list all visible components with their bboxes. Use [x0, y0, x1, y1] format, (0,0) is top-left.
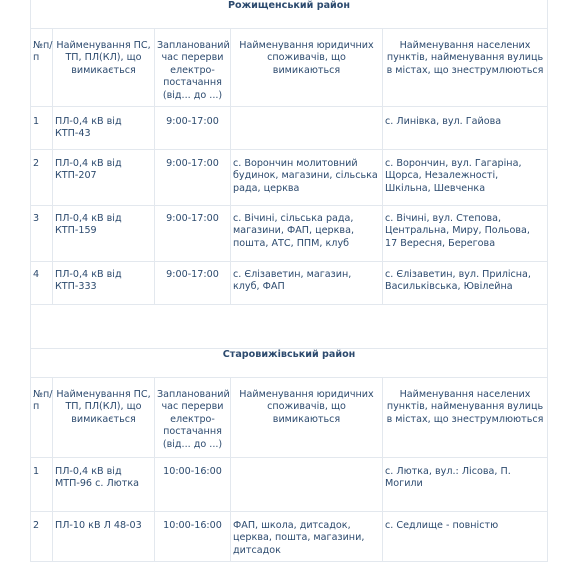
header-number: №п/п — [31, 29, 53, 107]
region-row — [31, 0, 548, 29]
row-time: 9:00-17:00 — [155, 107, 231, 150]
header-consumers: Найменування юридичних споживачів, що вимикаються — [231, 378, 383, 458]
header-row — [31, 29, 548, 107]
header-places: Найменування населених пунктів, найменування вулиць в містах, що знеструмлюються — [383, 378, 548, 458]
row-consumers: с. Ворончин молитовний будинок, магазини, сільська рада, церква — [231, 150, 383, 206]
row-places: с. Вічині, вул. Степова, Центральна, Миру, Польова, 17 Вересня, Берегова — [383, 206, 548, 262]
section-spacer — [31, 305, 548, 349]
row-places: с. Єлізаветин, вул. Прилісна, Васильківська, Ювілейна — [383, 262, 548, 305]
header-places: Найменування населених пунктів, найменування вулиць в містах, що знеструмлюються — [383, 29, 548, 107]
region-title: Старовижівський район — [31, 349, 548, 378]
row-line: ПЛ-0,4 кВ від КТП-43 — [53, 107, 155, 150]
header-time: Запланований час перерви електро-постачання (від... до ...) — [155, 29, 231, 107]
region-title: Рожищенський район — [31, 0, 548, 29]
row-time: 10:00-16:00 — [155, 512, 231, 562]
row-number: 4 — [31, 262, 53, 305]
row-places: с. Ворончин, вул. Гагаріна, Щорса, Незалежності, Шкільна, Шевченка — [383, 150, 548, 206]
row-places: с. Лютка, вул.: Лісова, П. Могили — [383, 458, 548, 512]
header-row — [31, 378, 548, 458]
table-row — [31, 206, 548, 262]
row-number: 2 — [31, 512, 53, 562]
row-places: с. Седлище - повністю — [383, 512, 548, 562]
row-number: 2 — [31, 150, 53, 206]
row-consumers — [231, 458, 383, 512]
row-number: 1 — [31, 458, 53, 512]
spacer-cell — [31, 305, 548, 349]
header-line: Найменування ПС, ТП, ПЛ(КЛ), що вимикається — [53, 29, 155, 107]
region-row — [31, 349, 548, 378]
row-time: 10:00-16:00 — [155, 458, 231, 512]
row-places: с. Линівка, вул. Гайова — [383, 107, 548, 150]
table-row — [31, 458, 548, 512]
row-line: ПЛ-0,4 кВ від КТП-207 — [53, 150, 155, 206]
row-line: ПЛ-0,4 кВ від МТП-96 с. Лютка — [53, 458, 155, 512]
header-line: Найменування ПС, ТП, ПЛ(КЛ), що вимикається — [53, 378, 155, 458]
table-row — [31, 150, 548, 206]
row-consumers: ФАП, школа, дитсадок, церква, пошта, магазини, дитсадок — [231, 512, 383, 562]
row-time: 9:00-17:00 — [155, 150, 231, 206]
table-row — [31, 262, 548, 305]
header-number: №п/п — [31, 378, 53, 458]
row-line: ПЛ-10 кВ Л 48-03 — [53, 512, 155, 562]
row-consumers — [231, 107, 383, 150]
header-consumers: Найменування юридичних споживачів, що вимикаються — [231, 29, 383, 107]
row-line: ПЛ-0,4 кВ від КТП-159 — [53, 206, 155, 262]
row-consumers: с. Єлізаветин, магазин, клуб, ФАП — [231, 262, 383, 305]
row-time: 9:00-17:00 — [155, 262, 231, 305]
header-time: Запланований час перерви електро-постачання (від... до ...) — [155, 378, 231, 458]
table-row — [31, 512, 548, 562]
row-line: ПЛ-0,4 кВ від КТП-333 — [53, 262, 155, 305]
row-time: 9:00-17:00 — [155, 206, 231, 262]
row-number: 1 — [31, 107, 53, 150]
row-number: 3 — [31, 206, 53, 262]
outage-schedule-table — [30, 0, 548, 562]
row-consumers: с. Вічині, сільська рада, магазини, ФАП, церква, пошта, АТС, ППМ, клуб — [231, 206, 383, 262]
table-row — [31, 107, 548, 150]
